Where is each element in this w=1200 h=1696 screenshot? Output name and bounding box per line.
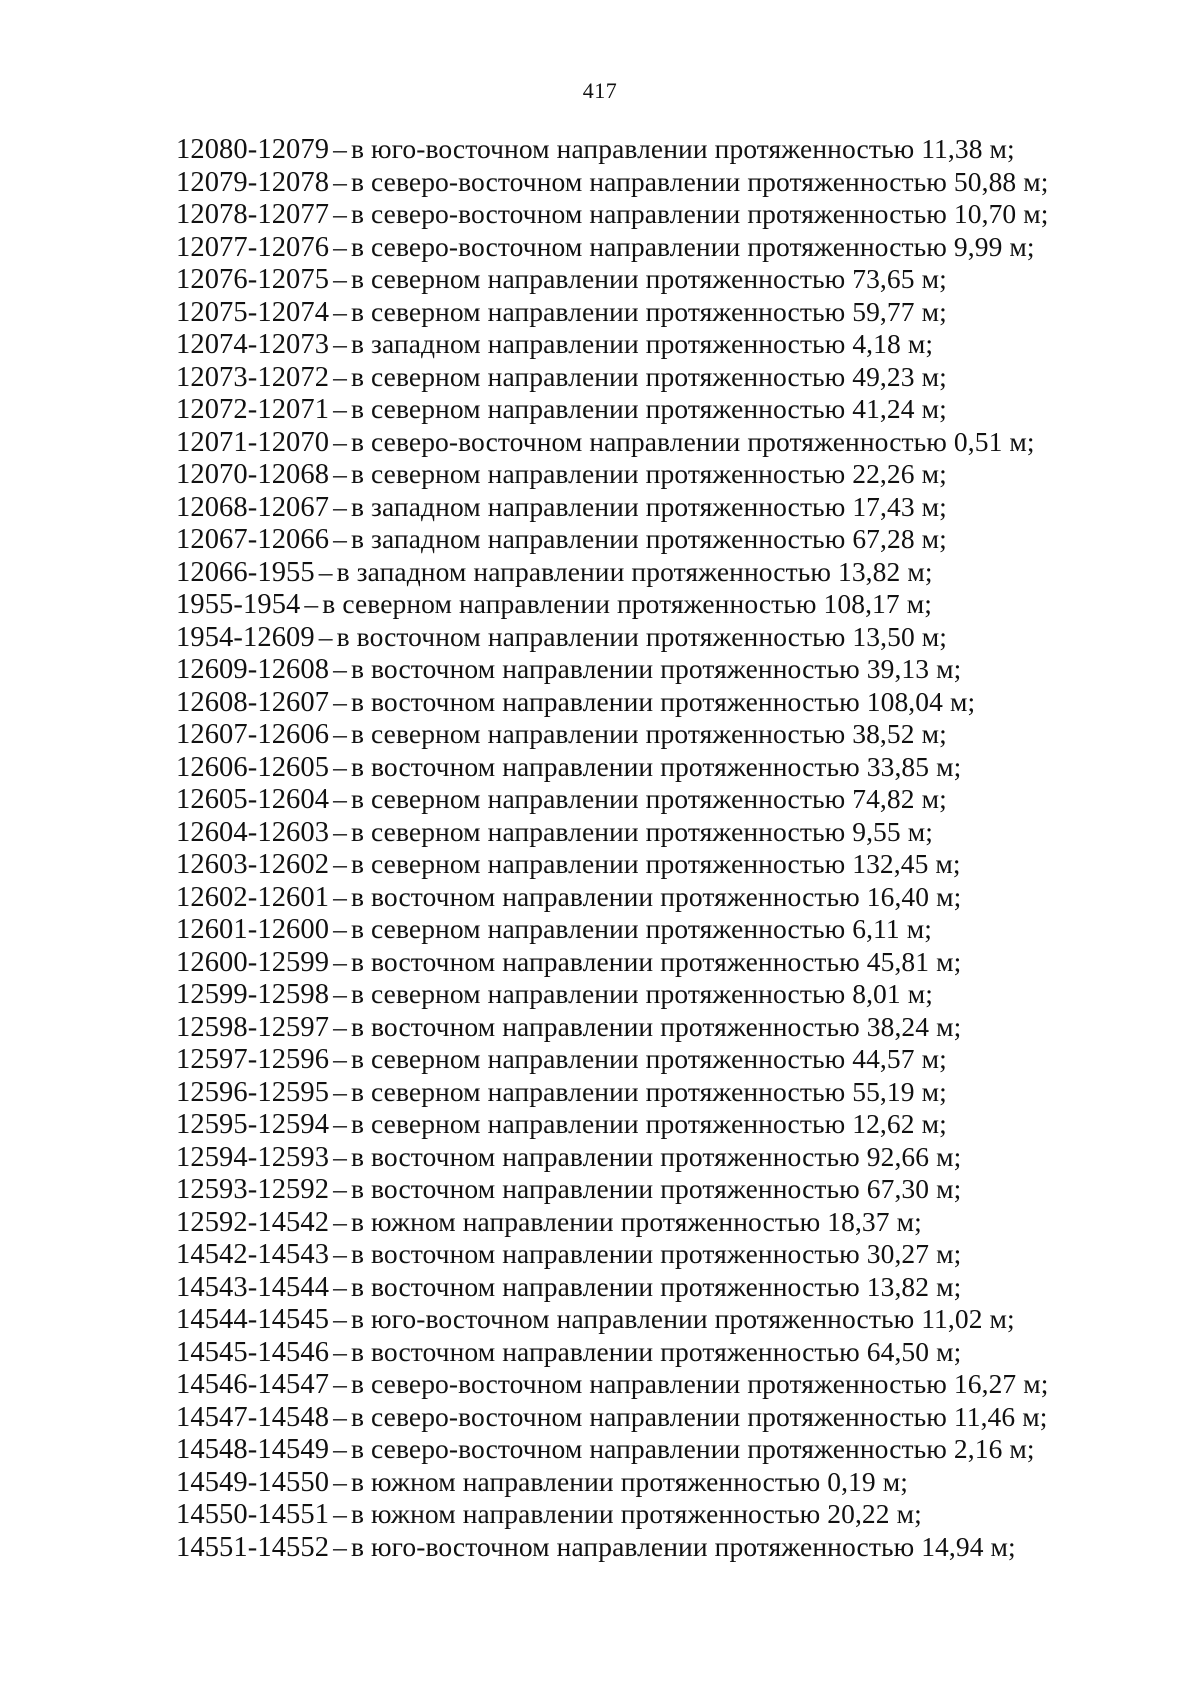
boundary-segment-line	[176, 523, 1049, 556]
boundary-segment-line	[176, 1076, 1049, 1109]
boundary-segment-line	[176, 556, 1049, 589]
segment-description: в северном направлении протяженностью 41,24 м;	[350, 393, 947, 424]
segment-id: 12609-12608	[176, 654, 330, 685]
boundary-segment-line	[176, 1271, 1049, 1304]
segment-description: в северо-восточном направлении протяженностью 0,51 м;	[350, 425, 1035, 457]
separator-dash: –	[333, 1205, 347, 1237]
segment-id: 12605-12604	[176, 784, 330, 815]
segment-description: в северном направлении протяженностью 8,01 м;	[350, 978, 933, 1009]
segment-id: 14544-14545	[176, 1304, 330, 1335]
segment-description: в северном направлении протяженностью 108,17 м;	[322, 588, 932, 619]
boundary-segment-line	[176, 1368, 1049, 1401]
separator-dash: –	[333, 425, 347, 457]
separator-dash: –	[333, 328, 347, 359]
segment-id: 12074-12073	[176, 329, 330, 360]
segment-description: в северо-восточном направлении протяженностью 11,46 м;	[350, 1400, 1048, 1432]
boundary-segment-line	[176, 263, 1049, 296]
separator-dash: –	[333, 1108, 347, 1139]
boundary-segment-line	[176, 1173, 1049, 1206]
separator-dash: –	[333, 1530, 347, 1562]
separator-dash: –	[333, 1335, 347, 1367]
boundary-segment-line	[176, 946, 1049, 979]
separator-dash: –	[318, 620, 333, 652]
separator-dash: –	[333, 1303, 347, 1334]
boundary-segment-line	[176, 1433, 1049, 1466]
segment-id: 14542-14543	[176, 1239, 330, 1270]
segment-description: в южном направлении протяженностью 0,19 м;	[350, 1465, 908, 1497]
separator-dash: –	[333, 653, 347, 684]
segment-description: в восточном направлении протяженностью 38,24 м;	[350, 1010, 962, 1042]
boundary-segment-line	[176, 653, 1049, 686]
segment-id: 12598-12597	[176, 1011, 330, 1043]
segment-id: 12602-12601	[176, 881, 330, 913]
segment-description: в западном направлении протяженностью 67,28 м;	[350, 523, 947, 554]
boundary-segment-line	[176, 978, 1049, 1011]
segment-id: 12606-12605	[176, 751, 330, 783]
boundary-segment-line	[176, 328, 1049, 361]
separator-dash: –	[333, 295, 347, 327]
segment-description: в юго-восточном направлении протяженностью 14,94 м;	[350, 1530, 1016, 1562]
boundary-segment-line	[176, 686, 1049, 719]
segment-id: 14548-14549	[176, 1434, 330, 1465]
segment-id: 1954-12609	[176, 621, 315, 653]
segment-description: в северо-восточном направлении протяженностью 50,88 м;	[350, 165, 1049, 197]
segment-description: в северном направлении протяженностью 73,65 м;	[350, 263, 947, 294]
separator-dash: –	[333, 1400, 347, 1432]
segment-id: 12601-12600	[176, 914, 330, 945]
boundary-segment-line	[176, 296, 1049, 329]
segment-id: 12608-12607	[176, 686, 330, 718]
segment-description: в восточном направлении протяженностью 13,50 м;	[336, 620, 948, 652]
separator-dash: –	[333, 1140, 347, 1172]
segment-id: 14550-14551	[176, 1499, 330, 1530]
segment-id: 12604-12603	[176, 816, 330, 848]
segment-id: 14547-14548	[176, 1401, 330, 1433]
boundary-segment-line	[176, 816, 1049, 849]
segment-description: в восточном направлении протяженностью 33,85 м;	[350, 750, 962, 782]
boundary-segment-line	[176, 1011, 1049, 1044]
separator-dash: –	[333, 1270, 347, 1302]
segment-description: в восточном направлении протяженностью 108,04 м;	[350, 685, 976, 717]
boundary-segment-line	[176, 621, 1049, 654]
boundary-segment-line	[176, 1238, 1049, 1271]
segment-description: в северо-восточном направлении протяженностью 16,27 м;	[350, 1368, 1049, 1399]
segment-id: 14543-14544	[176, 1271, 330, 1303]
separator-dash: –	[333, 880, 347, 912]
segment-id: 12076-12075	[176, 264, 330, 295]
boundary-segment-line	[176, 1466, 1049, 1499]
boundary-segment-list	[176, 133, 1049, 1563]
segment-id: 14551-14552	[176, 1531, 330, 1563]
segment-description: в северном направлении протяженностью 12,62 м;	[350, 1108, 947, 1139]
segment-id: 12080-12079	[176, 134, 330, 165]
boundary-segment-line	[176, 1043, 1049, 1076]
segment-id: 14549-14550	[176, 1466, 330, 1498]
boundary-segment-line	[176, 1303, 1049, 1336]
separator-dash: –	[333, 1010, 347, 1042]
separator-dash: –	[333, 945, 347, 977]
boundary-segment-line	[176, 1206, 1049, 1239]
segment-description: в юго-восточном направлении протяженностью 11,02 м;	[350, 1303, 1015, 1334]
segment-description: в северо-восточном направлении протяженностью 9,99 м;	[350, 230, 1035, 262]
separator-dash: –	[333, 523, 347, 554]
segment-description: в северном направлении протяженностью 6,11 м;	[350, 913, 932, 944]
segment-description: в северном направлении протяженностью 132,45 м;	[350, 848, 961, 879]
segment-id: 12067-12066	[176, 524, 330, 555]
separator-dash: –	[333, 913, 347, 944]
boundary-segment-line	[176, 1141, 1049, 1174]
boundary-segment-line	[176, 1401, 1049, 1434]
boundary-segment-line	[176, 361, 1049, 394]
segment-description: в северо-восточном направлении протяженностью 2,16 м;	[350, 1433, 1035, 1464]
separator-dash: –	[333, 1368, 347, 1399]
separator-dash: –	[333, 750, 347, 782]
segment-description: в восточном направлении протяженностью 16,40 м;	[350, 880, 962, 912]
boundary-segment-line	[176, 848, 1049, 881]
segment-id: 12071-12070	[176, 426, 330, 458]
boundary-segment-line	[176, 1498, 1049, 1531]
segment-description: в западном направлении протяженностью 17,43 м;	[350, 490, 947, 522]
boundary-segment-line	[176, 393, 1049, 426]
segment-description: в северном направлении протяженностью 59,77 м;	[350, 295, 947, 327]
segment-id: 14545-14546	[176, 1336, 330, 1368]
segment-id: 12073-12072	[176, 361, 330, 393]
segment-id: 12072-12071	[176, 394, 330, 425]
separator-dash: –	[333, 1075, 347, 1107]
segment-id: 12078-12077	[176, 199, 330, 230]
segment-description: в восточном направлении протяженностью 64,50 м;	[350, 1335, 962, 1367]
boundary-segment-line	[176, 198, 1049, 231]
segment-id: 12596-12595	[176, 1076, 330, 1108]
separator-dash: –	[333, 133, 347, 164]
segment-id: 12607-12606	[176, 719, 330, 750]
segment-id: 12593-12592	[176, 1174, 330, 1205]
segment-description: в северном направлении протяженностью 22,26 м;	[350, 458, 947, 489]
separator-dash: –	[333, 815, 347, 847]
segment-id: 12597-12596	[176, 1044, 330, 1075]
separator-dash: –	[333, 1173, 347, 1204]
separator-dash: –	[318, 555, 333, 587]
segment-id: 12077-12076	[176, 231, 330, 263]
boundary-segment-line	[176, 491, 1049, 524]
separator-dash: –	[333, 458, 347, 489]
separator-dash: –	[333, 1238, 347, 1269]
segment-description: в северном направлении протяженностью 38,52 м;	[350, 718, 947, 749]
segment-id: 12075-12074	[176, 296, 330, 328]
separator-dash: –	[333, 848, 347, 879]
separator-dash: –	[333, 1465, 347, 1497]
segment-id: 12066-1955	[176, 556, 315, 588]
segment-description: в восточном направлении протяженностью 45,81 м;	[350, 945, 962, 977]
separator-dash: –	[333, 393, 347, 424]
separator-dash: –	[333, 230, 347, 262]
segment-description: в восточном направлении протяженностью 92,66 м;	[350, 1140, 962, 1172]
boundary-segment-line	[176, 166, 1049, 199]
segment-description: в северном направлении протяженностью 55,19 м;	[350, 1075, 947, 1107]
separator-dash: –	[333, 685, 347, 717]
segment-description: в западном направлении протяженностью 13,82 м;	[336, 555, 933, 587]
separator-dash: –	[333, 718, 347, 749]
separator-dash: –	[333, 1498, 347, 1529]
boundary-segment-line	[176, 1336, 1049, 1369]
segment-description: в северном направлении протяженностью 49,23 м;	[350, 360, 947, 392]
page-number: 417	[582, 78, 618, 103]
segment-description: в восточном направлении протяженностью 13,82 м;	[350, 1270, 962, 1302]
boundary-segment-line	[176, 751, 1049, 784]
segment-id: 12592-14542	[176, 1206, 330, 1238]
segment-id: 12070-12068	[176, 459, 330, 490]
segment-description: в южном направлении протяженностью 20,22 м;	[350, 1498, 922, 1529]
separator-dash: –	[333, 198, 347, 229]
segment-description: в восточном направлении протяженностью 39,13 м;	[350, 653, 962, 684]
boundary-segment-line	[176, 1108, 1049, 1141]
segment-description: в западном направлении протяженностью 4,18 м;	[350, 328, 934, 359]
segment-description: в восточном направлении протяженностью 67,30 м;	[350, 1173, 962, 1204]
segment-id: 12599-12598	[176, 979, 330, 1010]
segment-id: 14546-14547	[176, 1369, 330, 1400]
segment-id: 12595-12594	[176, 1109, 330, 1140]
segment-description: в северном направлении протяженностью 9,55 м;	[350, 815, 933, 847]
boundary-segment-line	[176, 458, 1049, 491]
segment-description: в юго-восточном направлении протяженностью 11,38 м;	[350, 133, 1015, 164]
separator-dash: –	[333, 1433, 347, 1464]
separator-dash: –	[333, 165, 347, 197]
boundary-segment-line	[176, 718, 1049, 751]
boundary-segment-line	[176, 881, 1049, 914]
separator-dash: –	[333, 360, 347, 392]
segment-id: 12600-12599	[176, 946, 330, 978]
boundary-segment-line	[176, 783, 1049, 816]
boundary-segment-line	[176, 588, 1049, 621]
boundary-segment-line	[176, 1531, 1049, 1564]
boundary-segment-line	[176, 231, 1049, 264]
separator-dash: –	[333, 783, 347, 814]
separator-dash: –	[333, 490, 347, 522]
segment-id: 1955-1954	[176, 589, 301, 620]
separator-dash: –	[333, 978, 347, 1009]
segment-id: 12594-12593	[176, 1141, 330, 1173]
segment-description: в северном направлении протяженностью 74,82 м;	[350, 783, 947, 814]
segment-id: 12603-12602	[176, 849, 330, 880]
segment-description: в северо-восточном направлении протяженностью 10,70 м;	[350, 198, 1049, 229]
boundary-segment-line	[176, 913, 1049, 946]
separator-dash: –	[333, 263, 347, 294]
segment-id: 12068-12067	[176, 491, 330, 523]
segment-description: в южном направлении протяженностью 18,37 м;	[350, 1205, 922, 1237]
boundary-segment-line	[176, 133, 1049, 166]
separator-dash: –	[333, 1043, 347, 1074]
segment-id: 12079-12078	[176, 166, 330, 198]
boundary-segment-line	[176, 426, 1049, 459]
separator-dash: –	[304, 588, 319, 619]
segment-description: в северном направлении протяженностью 44,57 м;	[350, 1043, 947, 1074]
segment-description: в восточном направлении протяженностью 30,27 м;	[350, 1238, 962, 1269]
